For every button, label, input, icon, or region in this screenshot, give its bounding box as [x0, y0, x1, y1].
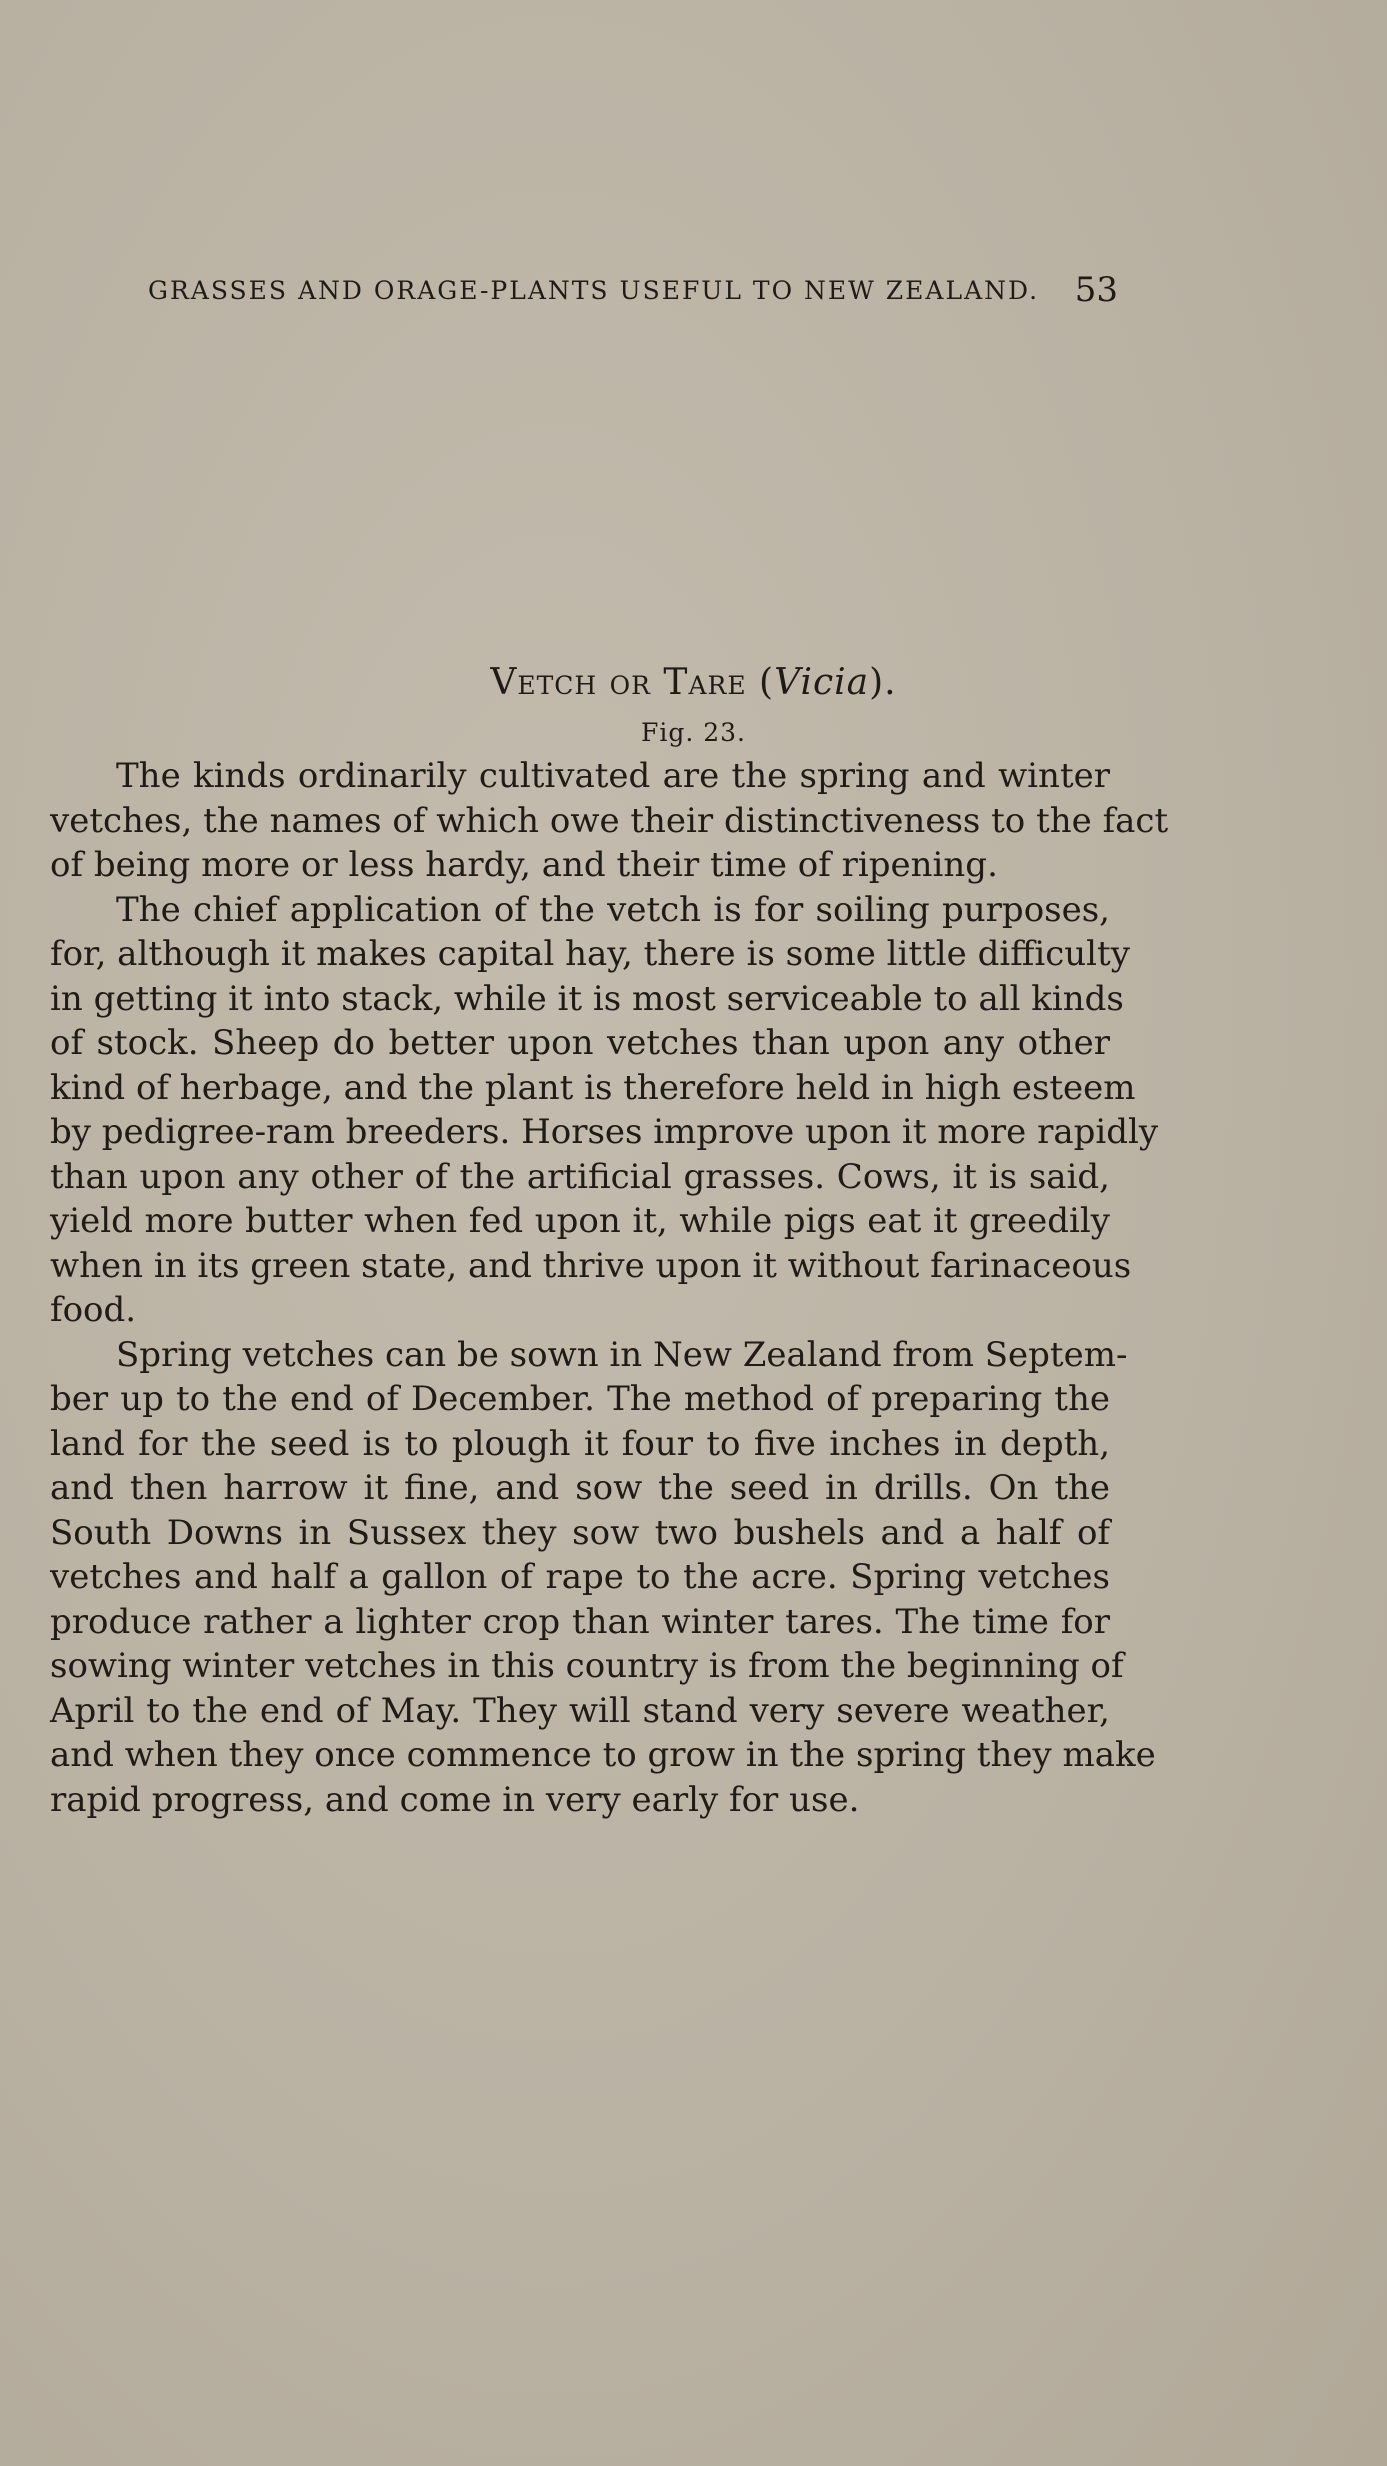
paragraph	[50, 754, 1169, 888]
text-line: when in its green state, and thrive upon it without farinaceous	[50, 1245, 1132, 1286]
text-line: vetches, the names of which owe their distinctiveness to the fact	[50, 800, 1169, 841]
text-line: Spring vetches can be sown in New Zealand from Septem-	[116, 1334, 1128, 1375]
running-title: GRASSES AND ORAGE-PLANTS USEFUL TO NEW ZEALAND.	[148, 276, 1040, 305]
text-line: of being more or less hardy, and their time of ripening.	[50, 845, 998, 885]
text-line: ber up to the end of December. The method of preparing the	[50, 1379, 1110, 1419]
text-line: than upon any other of the artificial grasses. Cows, it is said,	[50, 1156, 1110, 1197]
text-line: The chief application of the vetch is for soiling purposes,	[116, 889, 1110, 930]
heading-latin: Vicia	[774, 662, 870, 703]
text-line: April to the end of May. They will stand very severe weather,	[50, 1690, 1110, 1731]
text-line: food.	[50, 1290, 137, 1330]
text-line: The kinds ordinarily cultivated are the spring and winter	[116, 756, 1110, 796]
text-line: and then harrow it fine, and sow the seed in drills. On the	[50, 1468, 1110, 1508]
text-line: land for the seed is to plough it four to five inches in depth,	[50, 1423, 1110, 1464]
text-line: of stock. Sheep do better upon vetches than upon any other	[50, 1023, 1110, 1063]
paragraph	[50, 888, 1159, 1333]
text-line: in getting it into stack, while it is most serviceable to all kinds	[50, 978, 1124, 1019]
text-line: yield more butter when fed upon it, while pigs eat it greedily	[50, 1201, 1110, 1241]
text-line: South Downs in Sussex they sow two bushels and a half of	[50, 1512, 1110, 1553]
heading-title: Vetch or Tare	[490, 662, 747, 703]
figure-caption: Fig. 23.	[641, 718, 746, 747]
text-line: kind of herbage, and the plant is therefore held in high esteem	[50, 1067, 1136, 1108]
text-line: and when they once commence to grow in the spring they make	[50, 1735, 1156, 1775]
page-number: 53	[1074, 270, 1118, 310]
text-line: sowing winter vetches in this country is from the beginning of	[50, 1646, 1124, 1686]
text-line: for, although it makes capital hay, there is some little difficulty	[50, 934, 1130, 974]
paragraph	[50, 1333, 1156, 1823]
section-heading	[0, 662, 1387, 703]
text-line: vetches and half a gallon of rape to the acre. Spring vetches	[50, 1557, 1110, 1597]
body-text	[50, 754, 1169, 1822]
heading-latin-wrapper: (Vicia).	[759, 662, 897, 703]
text-line: produce rather a lighter crop than winter tares. The time for	[50, 1601, 1110, 1642]
text-line: by pedigree-ram breeders. Horses improve upon it more rapidly	[50, 1112, 1159, 1152]
text-line: rapid progress, and come in very early for use.	[50, 1779, 860, 1820]
running-head	[148, 270, 1118, 320]
